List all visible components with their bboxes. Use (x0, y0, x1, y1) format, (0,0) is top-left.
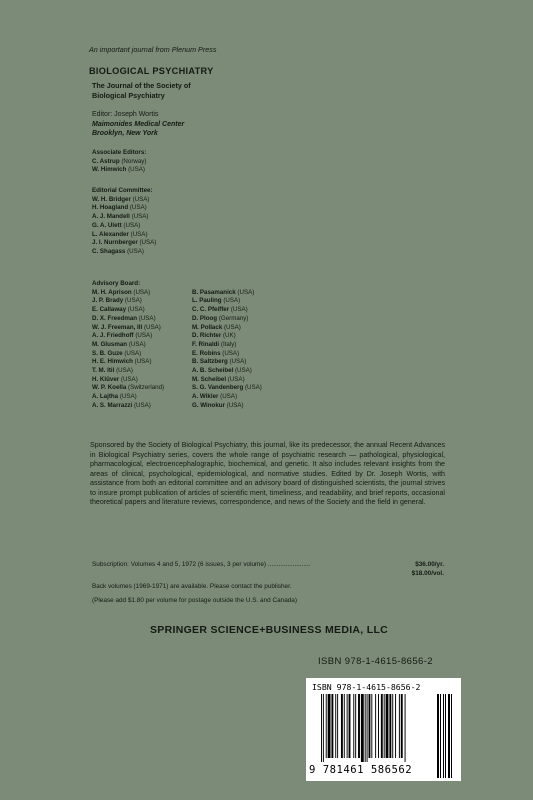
subscription-info (92, 561, 444, 578)
advisory-column-2 (192, 289, 262, 411)
editor-name: Editor: Joseph Wortis (92, 111, 159, 118)
postage-note: (Please add $1.80 per volume for postage outside the U.S. and Canada) (92, 597, 297, 604)
isbn-label: ISBN 978-1-4615-8656-2 (318, 656, 433, 667)
back-volumes-note: Back volumes (1969-1971) are available. Please contact the publisher. (92, 583, 292, 590)
list-item: D. Richter (UK) (192, 332, 236, 340)
list-item: L. Alexander (USA) (92, 230, 148, 238)
list-item: W. Himwich (USA) (92, 166, 145, 174)
list-item: B. Saltzberg (USA) (192, 358, 247, 366)
subscription-line: Subscription: Volumes 4 and 5, 1972 (6 issues, 3 per volume) ........................ (92, 561, 311, 568)
journal-subtitle-line-1: The Journal of the Society of (92, 81, 191, 90)
list-item: S. B. Guze (USA) (92, 349, 142, 357)
list-item: D. X. Freedman (USA) (92, 314, 156, 322)
side-barcode-image (437, 694, 457, 778)
side-barcode-bar (440, 694, 441, 778)
barcode-bar (349, 694, 351, 758)
publisher-name: SPRINGER SCIENCE+BUSINESS MEDIA, LLC (150, 624, 389, 636)
editor-affiliation-2: Brooklyn, New York (92, 130, 158, 137)
subscription-price-yearly: $36.00/yr. (415, 561, 444, 568)
barcode-bar (399, 694, 400, 758)
barcode-bar (347, 694, 348, 758)
list-item: M. Scheibel (USA) (192, 375, 245, 383)
journal-description: Sponsored by the Society of Biological Psychiatry, this journal, like its predecessor, the annual Recent Advances in Biological Psychiatry series, covers the whole range of psychiatric research — pathological, physiological, pharmacological, electroencephalographic, biochemical, and genetic. It also includes relevant insights from the areas of clinical, psychological, epidemiological, and normative studies. Edited by Dr. Joseph Wortis, with assistance from both an editorial committee and an advisory board of distinguished scientists, the journal strives to insure prompt publication of articles of scientific merit, timeliness, and readability, and brief reports, occasional theoretical papers and literature reviews, correspondence, and news of the Society and the field in general. (90, 441, 445, 506)
barcode-bar (381, 694, 383, 758)
list-item: A. S. Marrazzi (USA) (92, 401, 151, 409)
barcode-bar (395, 694, 396, 758)
barcode-bar (321, 694, 322, 762)
list-item: H. Hoagland (USA) (92, 204, 147, 212)
advisory-column-1 (92, 289, 192, 411)
side-barcode-bar (445, 694, 446, 778)
list-item: S. G. Vandenberg (USA) (192, 384, 262, 392)
barcode-bar (405, 694, 406, 762)
barcode-bar (323, 694, 324, 762)
side-barcode-bar (443, 694, 444, 778)
barcode-isbn-label: ISBN 978-1-4615-8656-2 (312, 682, 421, 692)
list-item: D. Ploog (Germany) (192, 314, 249, 322)
list-item: A. J. Friedhoff (USA) (92, 332, 153, 340)
list-item: A. Lajtha (USA) (92, 393, 137, 401)
side-barcode-bar (451, 694, 452, 778)
editor-affiliation-1: Maimonides Medical Center (92, 120, 185, 128)
editorial-committee (92, 187, 156, 257)
list-item: M. Glusman (USA) (92, 340, 146, 348)
list-item: T. M. Itil (USA) (92, 367, 133, 375)
list-item: C. Shagass (USA) (92, 247, 144, 255)
barcode-image (321, 694, 433, 762)
subscription-price-volume: $18.00/vol. (411, 569, 444, 577)
list-item: L. Pauling (USA) (192, 297, 241, 305)
journal-subtitle (92, 81, 191, 101)
barcode-bar (335, 694, 336, 758)
barcode-bar (353, 694, 354, 758)
barcode-bar (378, 694, 379, 758)
barcode-bar (337, 694, 338, 758)
editor-block (92, 110, 184, 139)
associate-editors-heading: Associate Editors: (92, 149, 147, 156)
barcode-bar (365, 694, 366, 762)
list-item: E. Robins (USA) (192, 349, 240, 357)
barcode-bar (355, 694, 356, 758)
barcode-digits: 9 781461 586562 (309, 764, 413, 776)
barcode-bar (358, 694, 360, 758)
list-item: J. I. Nurnberger (USA) (92, 239, 157, 247)
barcode-bar (328, 694, 331, 758)
list-item: J. P. Brady (USA) (92, 297, 142, 305)
barcode-bar (369, 694, 371, 758)
list-item: A. J. Mandell (USA) (92, 213, 149, 221)
barcode-bar (389, 694, 391, 758)
barcode-bar (326, 694, 327, 758)
list-item: A. Wikler (USA) (192, 393, 237, 401)
list-item: C. Astrup (Norway) (92, 157, 147, 165)
journal-subtitle-line-2: Biological Psychiatry (92, 91, 165, 100)
list-item: M. Pollack (USA) (192, 323, 241, 331)
barcode-bar (367, 694, 368, 762)
side-barcode-bar (448, 694, 450, 778)
list-item: A. B. Scheibel (USA) (192, 367, 252, 375)
editorial-committee-heading: Editorial Committee: (92, 187, 153, 194)
barcode-bar (386, 694, 389, 758)
list-item: H. Klüver (USA) (92, 375, 138, 383)
barcode-bar (392, 694, 393, 758)
list-item: C. C. Pfeiffer (USA) (192, 306, 248, 314)
list-item: H. E. Himwich (USA) (92, 358, 152, 366)
barcode-bar (384, 694, 385, 758)
barcode-bar (331, 694, 333, 758)
barcode-bar (401, 694, 403, 758)
list-item: W. J. Freeman, III (USA) (92, 323, 161, 331)
side-barcode-bar (437, 694, 439, 778)
list-item: F. Rinaldi (Italy) (192, 340, 237, 348)
associate-editors (92, 149, 146, 175)
barcode-bar (341, 694, 343, 758)
advisory-board-heading: Advisory Board: (92, 280, 141, 287)
list-item: E. Callaway (USA) (92, 306, 145, 314)
advisory-board (92, 280, 262, 411)
list-item: M. H. Aprison (USA) (92, 288, 151, 296)
journal-title: BIOLOGICAL PSYCHIATRY (89, 66, 214, 76)
list-item: W. P. Koella (Switzerland) (92, 384, 165, 392)
barcode-bar (361, 694, 364, 762)
list-item: W. H. Bridger (USA) (92, 195, 150, 203)
list-item: G. A. Ulett (USA) (92, 221, 141, 229)
list-item: B. Pasamanick (USA) (192, 288, 255, 296)
barcode-bar (371, 694, 372, 758)
list-item: G. Winokur (USA) (192, 401, 244, 409)
barcode-bar (375, 694, 376, 758)
intro-line: An important journal from Plenum Press (89, 45, 217, 54)
barcode-bar (344, 694, 345, 758)
